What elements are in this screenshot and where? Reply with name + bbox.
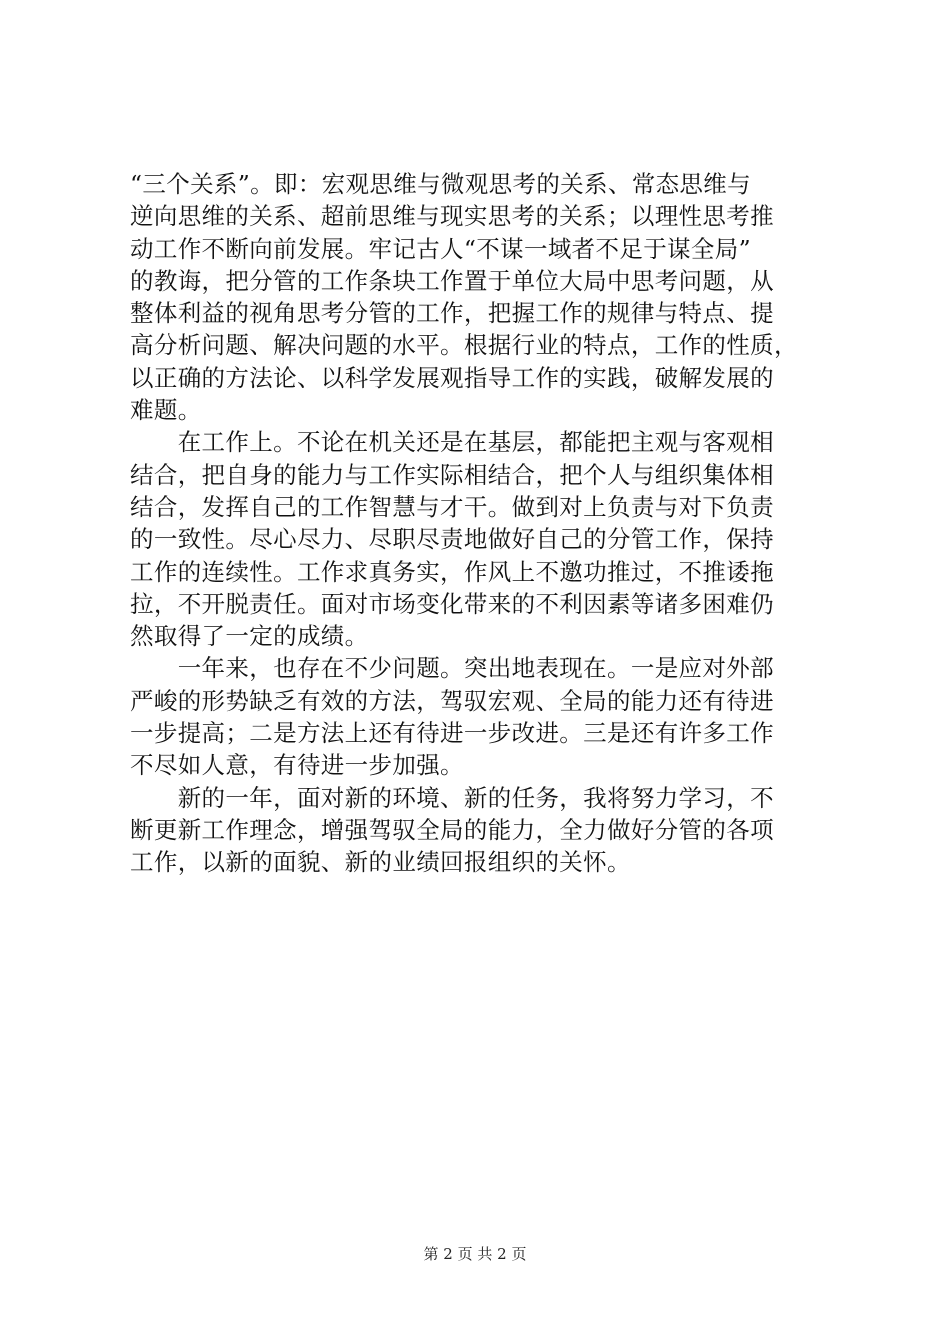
text-line: 结合，把自身的能力与工作实际相结合，把个人与组织集体相 (130, 460, 774, 489)
text-line: 在工作上。不论在机关还是在基层，都能把主观与客观相 (130, 428, 774, 457)
text-line: 整体利益的视角思考分管的工作，把握工作的规律与特点、提 (130, 299, 774, 328)
text-line: 工作，以新的面貌、新的业绩回报组织的关怀。 (130, 848, 631, 877)
body-text (130, 168, 830, 879)
text-line: 的一致性。尽心尽力、尽职尽责地做好自己的分管工作，保持 (130, 525, 774, 554)
text-line: 的教诲，把分管的工作条块工作置于单位大局中思考问题，从 (130, 266, 774, 295)
text-line: 难题。 (130, 396, 202, 425)
text-line: 拉，不开脱责任。面对市场变化带来的不利因素等诸多困难仍 (130, 589, 774, 618)
text-line: 断更新工作理念，增强驾驭全局的能力，全力做好分管的各项 (130, 815, 774, 844)
text-line: 逆向思维的关系、超前思维与现实思考的关系；以理性思考推 (130, 202, 774, 231)
text-line: 一步提高；二是方法上还有待进一步改进。三是还有许多工作 (130, 719, 774, 748)
text-line: “三个关系”。即：宏观思维与微观思考的关系、常态思维与 (130, 170, 751, 198)
page-footer (0, 1244, 950, 1264)
text-line: 严峻的形势缺乏有效的方法，驾驭宏观、全局的能力还有待进 (130, 686, 774, 715)
text-line: 高分析问题、解决问题的水平。根据行业的特点，工作的性质， (130, 331, 798, 360)
text-line: 以正确的方法论、以科学发展观指导工作的实践，破解发展的 (130, 363, 774, 392)
text-line: 一年来，也存在不少问题。突出地表现在。一是应对外部 (130, 654, 774, 683)
text-line: 新的一年，面对新的环境、新的任务，我将努力学习，不 (130, 783, 774, 812)
page-number-label: 第 2 页 共 2 页 (423, 1245, 527, 1263)
text-line: 不尽如人意，有待进一步加强。 (130, 751, 464, 780)
text-line: 然取得了一定的成绩。 (130, 622, 369, 651)
text-line: 动工作不断向前发展。牢记古人“不谋一域者不足于谋全局” (130, 234, 751, 263)
text-line: 工作的连续性。工作求真务实，作风上不邀功推过，不推诿拖 (130, 557, 774, 586)
text-line: 结合，发挥自己的工作智慧与才干。做到对上负责与对下负责 (130, 492, 774, 521)
